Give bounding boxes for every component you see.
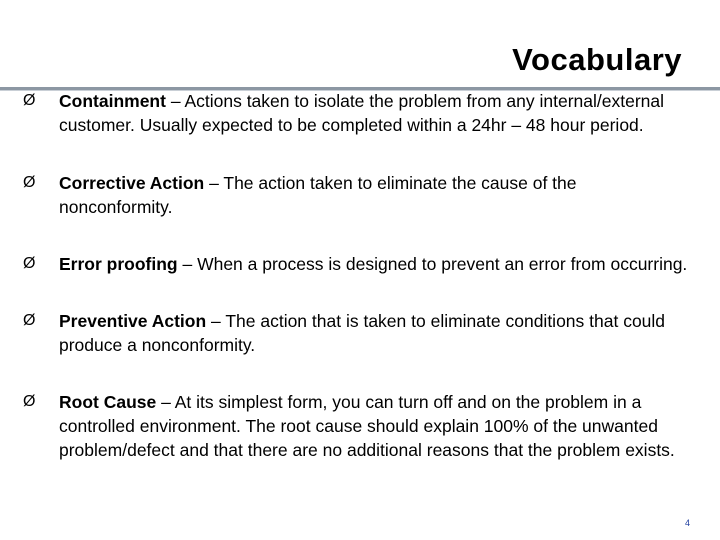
arrow-bullet-icon: Ø — [23, 174, 36, 191]
vocabulary-item-corrective-action — [23, 171, 691, 219]
term-name: Corrective Action — [59, 173, 205, 193]
term-name: Error proofing — [59, 254, 178, 274]
arrow-bullet-icon: Ø — [23, 312, 36, 329]
vocabulary-item-containment — [23, 89, 691, 137]
vocabulary-list — [23, 89, 691, 462]
vocabulary-item-root-cause — [23, 390, 691, 462]
term-definition: – Actions taken to isolate the problem from any internal/external customer. Usually expected to be completed within a 24hr – 48 hour period. — [59, 91, 665, 135]
arrow-bullet-icon: Ø — [23, 393, 36, 410]
term-definition: – At its simplest form, you can turn off and on the problem in a controlled environment. The root cause should explain 100% of the unwanted problem/defect and that there are no additional reasons that the problem exists. — [59, 392, 675, 460]
arrow-bullet-icon: Ø — [23, 92, 36, 109]
term-definition: – The action taken to eliminate the cause of the nonconformity. — [59, 173, 577, 217]
vocabulary-item-error-proofing — [23, 252, 691, 276]
page-number: 4 — [684, 518, 690, 528]
slide-title: Vocabulary — [512, 42, 682, 77]
term-name: Containment — [59, 91, 166, 111]
arrow-bullet-icon: Ø — [23, 255, 36, 272]
term-definition: – The action that is taken to eliminate conditions that could produce a nonconformity. — [59, 311, 666, 355]
vocabulary-item-preventive-action — [23, 309, 691, 357]
term-name: Root Cause — [59, 392, 157, 412]
term-definition: – When a process is designed to prevent an error from occurring. — [177, 254, 688, 274]
term-name: Preventive Action — [59, 311, 207, 331]
